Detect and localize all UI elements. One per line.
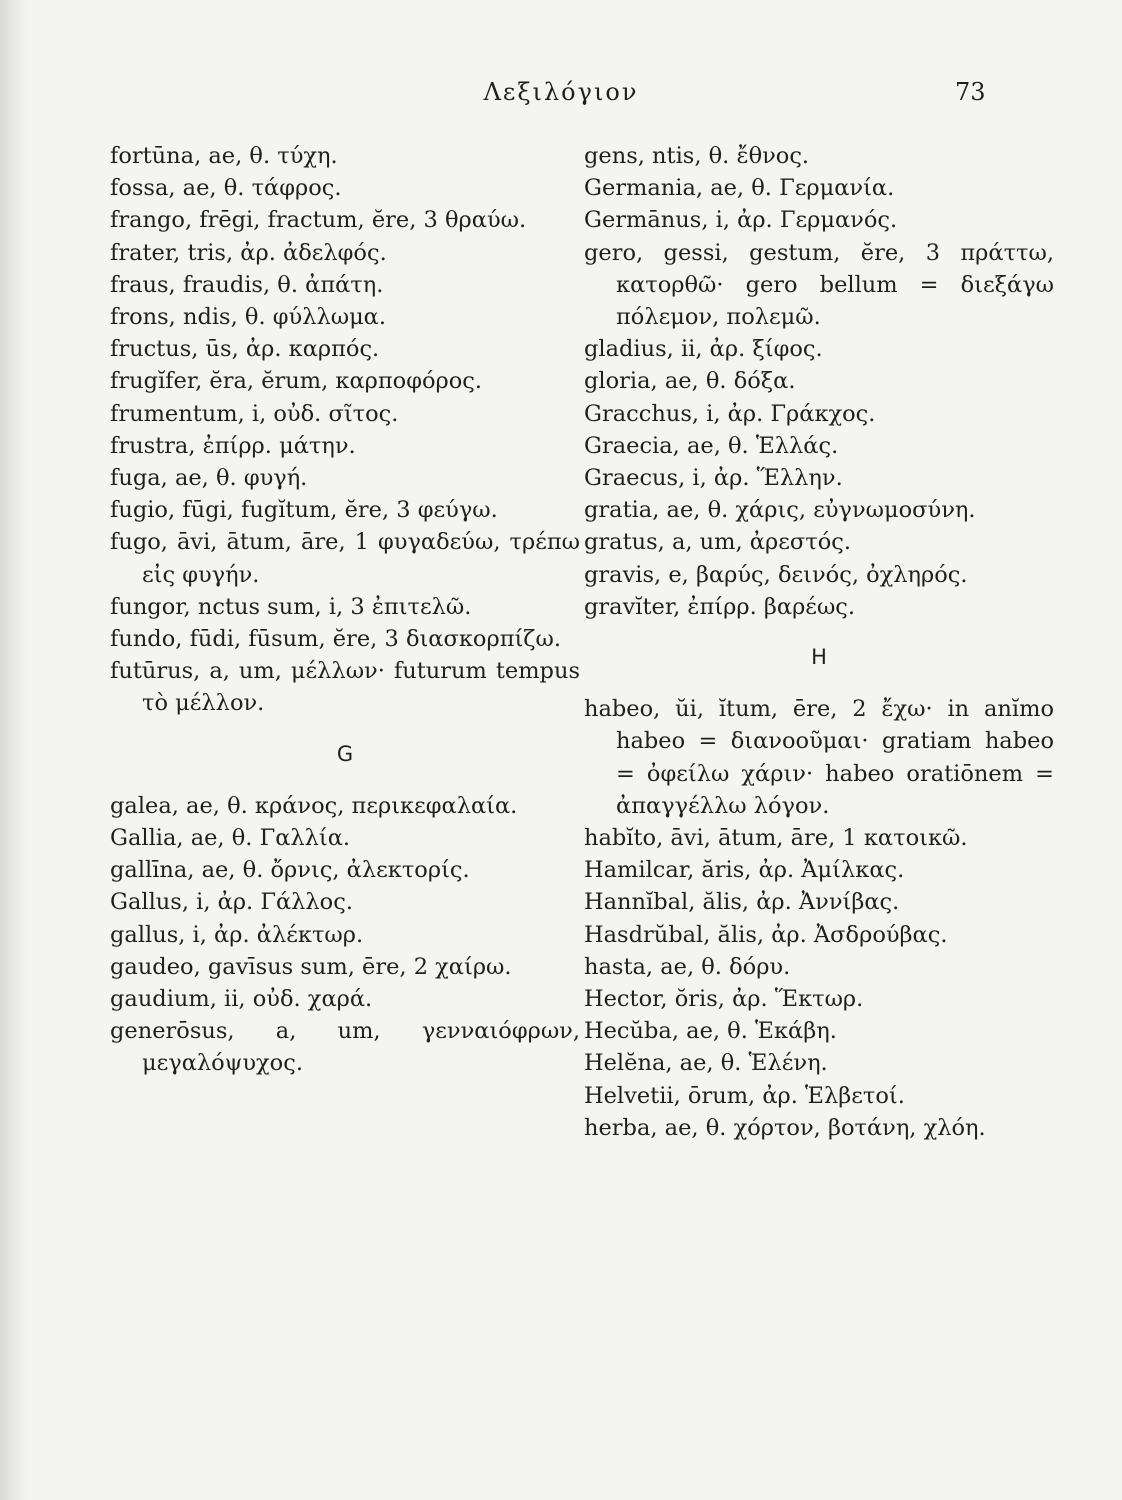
glossary-entry: fungor, nctus sum, i, 3 ἐπιτελῶ. bbox=[110, 593, 472, 620]
page-number: 73 bbox=[955, 78, 986, 106]
glossary-entry: herba, ae, θ. χόρτον, βοτάνη, χλόη. bbox=[584, 1114, 986, 1141]
glossary-entry: frango, frēgi, fractum, ĕre, 3 θραύω. bbox=[110, 207, 527, 234]
glossary-entry: frustra, ἐπίρρ. μάτην. bbox=[110, 432, 356, 459]
glossary-entry: Hamilcar, ăris, ἀρ. Ἀμίλκας. bbox=[584, 857, 905, 884]
glossary-entry: Gallus, i, ἀρ. Γάλλος. bbox=[110, 889, 353, 916]
page-title: Λεξιλόγιον bbox=[483, 78, 639, 106]
glossary-entry: fugio, fūgi, fugĭtum, ĕre, 3 φεύγω. bbox=[110, 497, 498, 524]
glossary-entry: galea, ae, θ. κράνος, περικεφαλαία. bbox=[110, 792, 518, 819]
glossary-entry: frater, tris, ἀρ. ἀδελφός. bbox=[110, 239, 387, 266]
glossary-entry: fundo, fūdi, fūsum, ĕre, 3 διασκορπίζω. bbox=[110, 626, 561, 653]
glossary-entry: Hasdrŭbal, ălis, ἀρ. Ἀσδρούβας. bbox=[584, 921, 948, 948]
glossary-entry: gravis, e, βαρύς, δεινός, ὀχληρός. bbox=[584, 561, 968, 588]
glossary-entry: habeo, ŭi, ĭtum, ēre, 2 ἔχω· in anĭmo habeo = διανοοῦμαι· gratiam habeo = ὀφείλω χάριν· habeo oratiōnem = ἀπαγγέλλω λόγον. bbox=[584, 696, 1054, 819]
section-letter-h: H bbox=[811, 645, 827, 670]
glossary-entry: Graecus, i, ἀρ. Ἕλλην. bbox=[584, 465, 843, 492]
left-column bbox=[110, 140, 580, 1080]
glossary-entry: gravĭter, ἐπίρρ. βαρέως. bbox=[584, 593, 856, 620]
glossary-entry: Gracchus, i, ἀρ. Γράκχος. bbox=[584, 400, 876, 427]
glossary-entry: hasta, ae, θ. δόρυ. bbox=[584, 953, 791, 980]
glossary-entry: fuga, ae, θ. φυγή. bbox=[110, 465, 308, 492]
glossary-entry: Helvetii, ōrum, ἀρ. Ἑλβετοί. bbox=[584, 1082, 905, 1109]
glossary-entry: Germānus, i, ἀρ. Γερμανός. bbox=[584, 207, 898, 234]
glossary-entry: Gallia, ae, θ. Γαλλία. bbox=[110, 825, 351, 852]
glossary-entry: gratia, ae, θ. χάρις, εὐγνωμοσύνη. bbox=[584, 497, 976, 524]
right-column bbox=[584, 140, 1054, 1144]
glossary-entry: frons, ndis, θ. φύλλωμα. bbox=[110, 304, 387, 331]
glossary-entry: fugo, āvi, ātum, āre, 1 φυγαδεύω, τρέπω εἰς φυγήν. bbox=[110, 529, 580, 588]
glossary-entry: futūrus, a, um, μέλλων· futurum tempus τὸ μέλλον. bbox=[110, 658, 580, 717]
glossary-entry: fraus, fraudis, θ. ἀπάτη. bbox=[110, 271, 384, 298]
glossary-entry: Helĕna, ae, θ. Ἑλένη. bbox=[584, 1050, 828, 1077]
glossary-entry: habĭto, āvi, ātum, āre, 1 κατοικῶ. bbox=[584, 825, 968, 852]
page-gutter bbox=[0, 0, 30, 1500]
glossary-entry: gladius, ii, ἀρ. ξίφος. bbox=[584, 336, 823, 363]
glossary-entry: gaudeo, gavīsus sum, ēre, 2 χαίρω. bbox=[110, 953, 512, 980]
glossary-entry: fructus, ūs, ἀρ. καρπός. bbox=[110, 336, 380, 363]
glossary-entry: gaudium, ii, οὐδ. χαρά. bbox=[110, 986, 373, 1013]
glossary-entry: Hector, ŏris, ἀρ. Ἕκτωρ. bbox=[584, 986, 864, 1013]
glossary-entry: Hannĭbal, ălis, ἀρ. Ἀννίβας. bbox=[584, 889, 900, 916]
glossary-entry: Graecia, ae, θ. Ἑλλάς. bbox=[584, 432, 839, 459]
glossary-entry: gallus, i, ἀρ. ἀλέκτωρ. bbox=[110, 921, 364, 948]
glossary-entry: fossa, ae, θ. τάφρος. bbox=[110, 175, 342, 202]
glossary-entry: gratus, a, um, ἀρεστός. bbox=[584, 529, 851, 556]
glossary-entry: Hecŭba, ae, θ. Ἑκάβη. bbox=[584, 1018, 837, 1045]
glossary-entry: frumentum, i, οὐδ. σῖτος. bbox=[110, 400, 399, 427]
section-letter-g: G bbox=[336, 741, 354, 766]
glossary-entry: Germania, ae, θ. Γερμανία. bbox=[584, 175, 895, 202]
glossary-entry: gens, ntis, θ. ἔθνος. bbox=[584, 143, 810, 169]
glossary-entry: fortūna, ae, θ. τύχη. bbox=[110, 143, 338, 169]
glossary-entry: gloria, ae, θ. δόξα. bbox=[584, 368, 796, 395]
glossary-entry: generōsus, a, um, γενναιόφρων, μεγαλόψυχος. bbox=[110, 1018, 580, 1077]
glossary-entry: frugĭfer, ĕra, ĕrum, καρποφόρος. bbox=[110, 368, 483, 395]
glossary-entry: gallīna, ae, θ. ὄρνις, ἀλεκτορίς. bbox=[110, 857, 470, 884]
glossary-entry: gero, gessi, gestum, ĕre, 3 πράττω, κατορθῶ· gero bellum = διεξάγω πόλεμον, πολεμῶ. bbox=[584, 239, 1054, 331]
